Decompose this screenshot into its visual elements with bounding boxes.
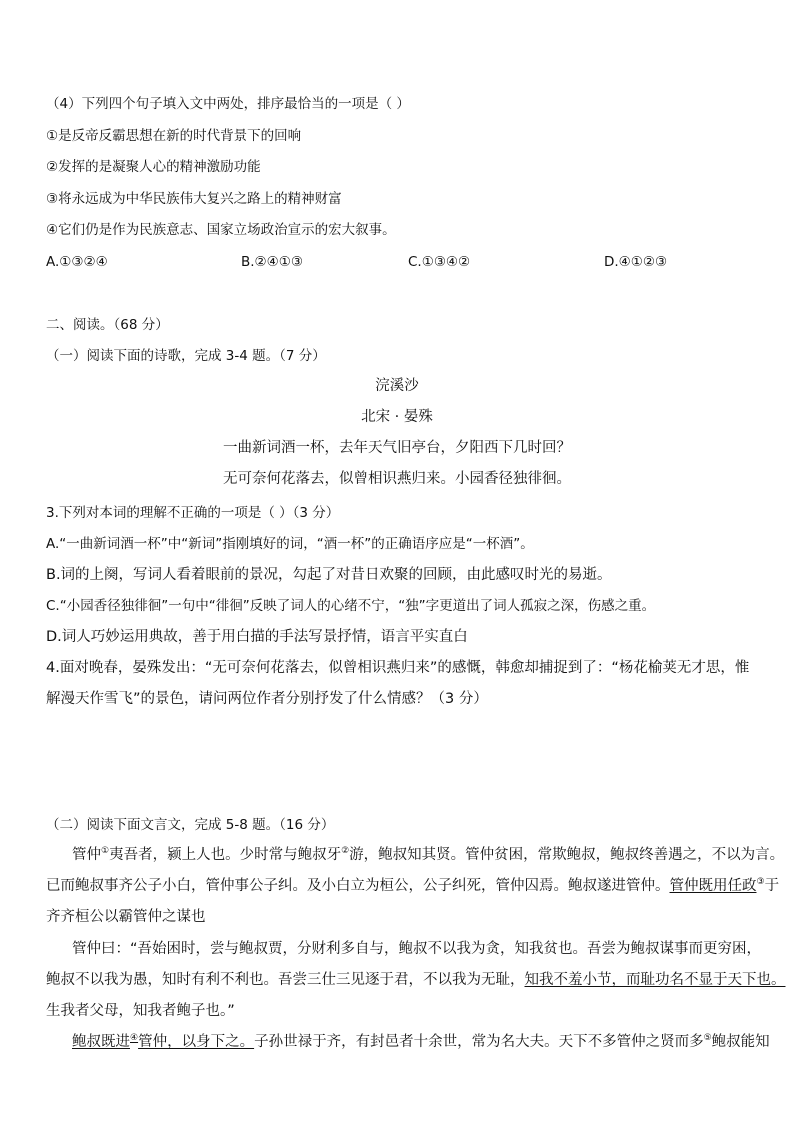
passage-p1-line-2 [46,876,779,896]
q4b-line-1: 4.面对晚春，晏殊发出：“无可奈何花落去，似曾相识燕归来”的感慨，韩愈却捕捉到了：“杨花榆荚无才思，惟 [46,660,750,676]
passage-text: 已而鲍叔事齐公子小白，管仲事公子纠。及小白立为桓公，公子纠死，管仲囚焉。鲍叔遂进管仲。 [46,878,670,894]
poem-title: 浣溪沙 [375,378,419,394]
footnote-marker-2: ② [341,846,350,857]
passage-text: 鲍叔能知 [711,1034,770,1050]
footnote-marker-5: ⑤ [703,1033,712,1044]
underlined-sentence: 管仲既用任政 [669,878,757,894]
passage-p2-line-2 [46,970,786,990]
q4-sentence-2: ②发挥的是凝聚人心的精神激励功能 [46,159,261,175]
q4-stem: （4）下列四个句子填入文中两处，排序最恰当的一项是（ ） [46,96,410,112]
q4-sentence-4: ④它们仍是作为民族意志、国家立场政治宣示的宏大叙事。 [46,222,396,238]
passage-text: 管仲 [72,847,101,863]
passage-p1-line-1 [72,845,784,865]
q4b-line-2: 解漫天作雪飞”的景色，请问两位作者分别抒发了什么情感？（3 分） [46,691,488,707]
poem-line-2: 无可奈何花落去，似曾相识燕归来。小园香径独徘徊。 [223,471,571,487]
part1-intro: （一）阅读下面的诗歌，完成 3-4 题。（7 分） [46,348,326,364]
underlined-sentence: 鲍叔既进 [72,1034,130,1050]
q4-option-a: A.①③②④ [46,254,108,270]
poem-line-1: 一曲新词酒一杯，去年天气旧亭台，夕阳西下几时回？ [223,440,571,456]
footnote-marker-4: ④ [130,1033,139,1044]
q4-sentence-1: ①是反帝反霸思想在新的时代背景下的回响 [46,128,302,144]
passage-p1-line-3 [46,907,206,927]
q3-option-c: C.“小园香径独徘徊”一句中“徘徊”反映了词人的心绪不宁，“独”字更道出了词人孤寂之深，伤感之重。 [46,598,656,614]
passage-p3-line-1 [72,1032,770,1052]
passage-text: 齐齐桓公以霸管仲之谋也 [46,909,206,925]
passage-text: 子孙世禄于齐，有封邑者十余世，常为名大夫。天下不多管仲之贤而多 [254,1034,704,1050]
q3-stem: 3.下列对本词的理解不正确的一项是（ ）（3 分） [46,505,340,521]
underlined-sentence: 知我不羞小节，而耻功名不显于天下也。 [524,972,786,988]
q3-option-b: B.词的上阕，写词人看着眼前的景况，勾起了对昔日欢聚的回顾，由此感叹时光的易逝。 [46,567,612,583]
q3-option-a: A.“一曲新词酒一杯”中“新词”指刚填好的词，“酒一杯”的正确语序应是“一杯酒”。 [46,536,534,552]
section2-heading: 二、阅读。（68 分） [46,317,169,333]
q4-sentence-3: ③将永远成为中华民族伟大复兴之路上的精神财富 [46,191,342,207]
passage-text: 游，鲍叔知其贤。管仲贫困，常欺鲍叔，鲍叔终善遇之，不以为言。 [349,847,785,863]
footnote-marker-1: ① [101,846,110,857]
passage-p2-line-3: 生我者父母，知我者鲍子也。” [46,1003,235,1019]
q4-option-c: C.①③④② [408,254,471,270]
poem-author: 北宋 · 晏殊 [361,409,433,425]
underlined-sentence: 管仲，以身下之。 [138,1034,255,1050]
passage-text: 鲍叔不以我为愚，知时有利不利也。吾尝三仕三见逐于君，不以我为无耻， [46,972,525,988]
footnote-marker-3: ③ [756,877,765,888]
passage-text: 于 [764,878,780,894]
passage-text: 夷吾者，颍上人也。少时常与鲍叔牙 [109,847,342,863]
part2-intro: （二）阅读下面文言文，完成 5-8 题。（16 分） [46,817,335,833]
q3-option-d: D.词人巧妙运用典故，善于用白描的手法写景抒情，语言平实直白 [46,629,468,645]
passage-p2-line-1: 管仲曰：“吾始困时，尝与鲍叔贾，分财利多自与，鲍叔不以我为贪，知我贫也。吾尝为鲍叔谋事而更穷困， [72,941,762,957]
q4-option-b: B.②④①③ [241,254,303,270]
q4-option-d: D.④①②③ [604,254,668,270]
